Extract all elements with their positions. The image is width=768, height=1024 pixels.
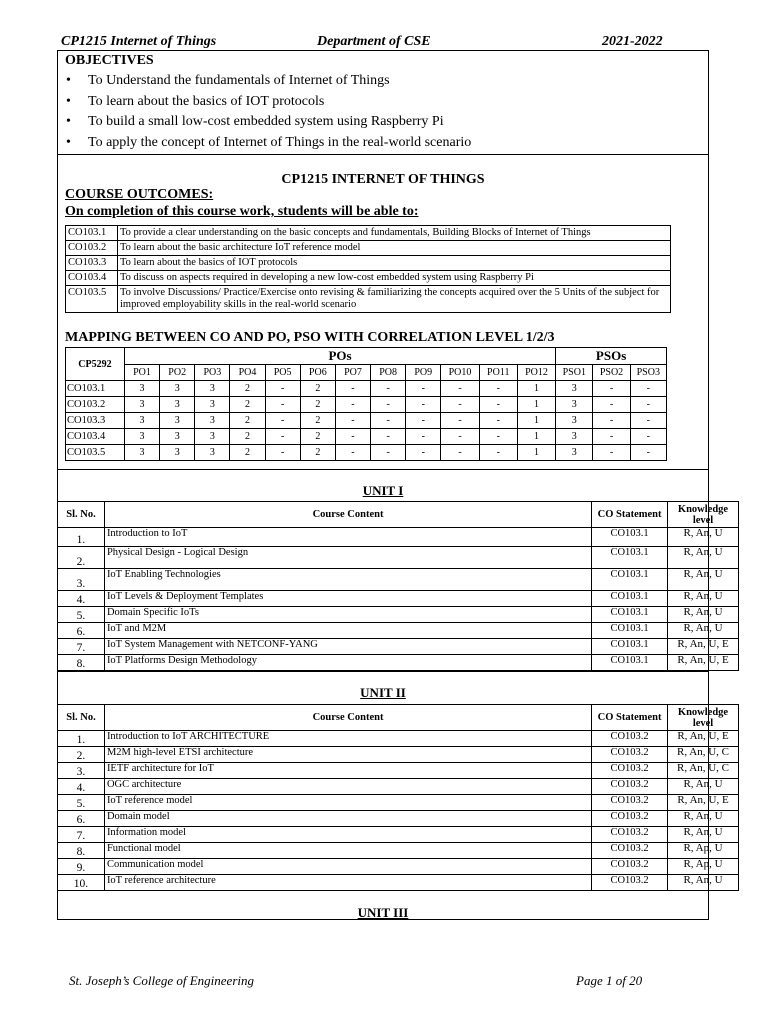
mapping-cell: 2	[230, 445, 265, 461]
header-content: Course Content	[104, 502, 591, 528]
mapping-cell: -	[630, 429, 666, 445]
course-content: OGC architecture	[104, 779, 591, 795]
row-number: 4.	[58, 779, 105, 795]
knowledge-level: R, An, U	[668, 607, 739, 623]
row-number: 3.	[58, 763, 105, 779]
mapping-cell: 3	[556, 413, 593, 429]
mapping-cell: -	[371, 445, 406, 461]
co-code: CO103.5	[66, 286, 118, 313]
mapping-cell: 1	[517, 397, 555, 413]
mapping-row	[66, 445, 667, 461]
header-kl: Knowledge level	[668, 705, 739, 731]
row-number: 7.	[58, 639, 105, 655]
table-row	[58, 763, 739, 779]
mapping-co-label: CO103.2	[66, 397, 125, 413]
unit1-body	[58, 528, 739, 671]
mapping-cell: -	[593, 445, 630, 461]
mapping-cell: 2	[230, 381, 265, 397]
mapping-cell: 3	[160, 397, 195, 413]
co-statement: CO103.2	[592, 731, 668, 747]
table-row	[66, 256, 671, 271]
content-frame	[57, 50, 729, 920]
knowledge-level: R, An, U, C	[668, 763, 739, 779]
mapping-cell: -	[406, 429, 441, 445]
mapping-row	[66, 413, 667, 429]
table-row	[58, 731, 739, 747]
objectives-title: OBJECTIVES	[65, 53, 154, 68]
column-header: PO1	[124, 365, 159, 381]
mapping-cell: -	[265, 381, 300, 397]
course-content: M2M high-level ETSI architecture	[104, 747, 591, 763]
row-number: 1.	[58, 731, 105, 747]
mapping-row	[66, 429, 667, 445]
co-statement: CO103.2	[592, 763, 668, 779]
footer-college: St. Joseph’s College of Engineering	[69, 973, 254, 988]
column-header: PO2	[160, 365, 195, 381]
table-row	[58, 655, 739, 671]
course-content: IoT Platforms Design Methodology	[104, 655, 591, 671]
co-statement: CO103.1	[592, 528, 668, 547]
co-statement: CO103.2	[592, 747, 668, 763]
objective-item: • To learn about the basics of IOT protocols	[66, 92, 471, 113]
course-content: Functional model	[104, 843, 591, 859]
mapping-cell: -	[371, 397, 406, 413]
mapping-cell: 2	[300, 381, 335, 397]
mapping-cell: 3	[195, 445, 230, 461]
row-number: 8.	[58, 843, 105, 859]
knowledge-level: R, An, U	[668, 591, 739, 607]
mapping-co-label: CO103.3	[66, 413, 125, 429]
course-outcomes-subheading: On completion of this course work, students will be able to:	[65, 204, 419, 219]
mapping-column-headers	[66, 365, 667, 381]
mapping-cell: 3	[160, 429, 195, 445]
mapping-row	[66, 397, 667, 413]
knowledge-level: R, An, U	[668, 827, 739, 843]
course-outcomes-table	[65, 225, 671, 313]
mapping-cell: 3	[556, 429, 593, 445]
knowledge-level: R, An, U	[668, 623, 739, 639]
header-department: Department of CSE	[317, 34, 431, 49]
course-content: Physical Design - Logical Design	[104, 547, 591, 569]
mapping-cell: 3	[556, 397, 593, 413]
course-content: IoT System Management with NETCONF-YANG	[104, 639, 591, 655]
psos-header: PSOs	[556, 348, 667, 365]
column-header: PO9	[406, 365, 441, 381]
table-row	[58, 843, 739, 859]
header-kl: Knowledge level	[668, 502, 739, 528]
mapping-cell: -	[265, 429, 300, 445]
mapping-cell: -	[265, 445, 300, 461]
mapping-cell: 3	[160, 413, 195, 429]
knowledge-level: R, An, U, E	[668, 731, 739, 747]
co-statement: CO103.1	[592, 547, 668, 569]
table-row	[58, 747, 739, 763]
row-number: 7.	[58, 827, 105, 843]
table-row	[66, 271, 671, 286]
column-header: PO6	[300, 365, 335, 381]
mapping-cell: 1	[517, 381, 555, 397]
knowledge-level: R, Ap, U	[668, 859, 739, 875]
course-content: IoT Enabling Technologies	[104, 569, 591, 591]
knowledge-level: R, An, U	[668, 569, 739, 591]
mapping-cell: -	[335, 413, 370, 429]
row-number: 5.	[58, 795, 105, 811]
table-header-row	[58, 705, 739, 731]
mapping-cell: -	[406, 445, 441, 461]
co-statement: CO103.2	[592, 811, 668, 827]
mapping-cell: -	[630, 445, 666, 461]
co-text: To involve Discussions/ Practice/Exercise onto revising & familiarizing the concepts acquired over the 5 Units of the subject for improved employability skills in the real-world scenario	[118, 286, 671, 313]
column-header: PO11	[479, 365, 517, 381]
course-content: IoT Levels & Deployment Templates	[104, 591, 591, 607]
row-number: 5.	[58, 607, 105, 623]
table-row	[58, 623, 739, 639]
unit2-body	[58, 731, 739, 891]
course-content: Communication model	[104, 859, 591, 875]
objective-item: • To build a small low-cost embedded system using Raspberry Pi	[66, 112, 471, 133]
column-header: PO5	[265, 365, 300, 381]
co-statement: CO103.2	[592, 859, 668, 875]
table-row	[58, 569, 739, 591]
mapping-cell: -	[335, 381, 370, 397]
table-row	[66, 241, 671, 256]
mapping-cell: -	[265, 397, 300, 413]
co-text: To discuss on aspects required in developing a new low-cost embedded system using Raspberry Pi	[118, 271, 671, 286]
mapping-cell: 3	[124, 397, 159, 413]
mapping-cell: 2	[300, 429, 335, 445]
knowledge-level: R, An, U	[668, 875, 739, 891]
co-statement: CO103.2	[592, 843, 668, 859]
mapping-cell: -	[335, 445, 370, 461]
mapping-cell: -	[371, 413, 406, 429]
mapping-cell: 2	[230, 429, 265, 445]
row-number: 10.	[58, 875, 105, 891]
co-statement: CO103.2	[592, 827, 668, 843]
mapping-cell: -	[406, 397, 441, 413]
row-number: 2.	[58, 547, 105, 569]
knowledge-level: R, An, U	[668, 779, 739, 795]
co-code: CO103.1	[66, 226, 118, 241]
table-row	[58, 607, 739, 623]
course-content: IoT reference model	[104, 795, 591, 811]
mapping-cell: -	[593, 429, 630, 445]
mapping-cell: 1	[517, 429, 555, 445]
co-statement: CO103.2	[592, 795, 668, 811]
table-row	[58, 875, 739, 891]
unit1-title: UNIT I	[362, 483, 404, 498]
mapping-cell: -	[593, 413, 630, 429]
knowledge-level: R, Ap, U	[668, 843, 739, 859]
co-statement: CO103.1	[592, 623, 668, 639]
mapping-cell: -	[593, 381, 630, 397]
knowledge-level: R, An, U	[668, 811, 739, 827]
column-header: PSO2	[593, 365, 630, 381]
mapping-title: MAPPING BETWEEN CO AND PO, PSO WITH CORRELATION LEVEL 1/2/3	[65, 330, 555, 345]
header-content: Course Content	[104, 705, 591, 731]
course-content: IETF architecture for IoT	[104, 763, 591, 779]
column-header: PO10	[441, 365, 479, 381]
row-number: 6.	[58, 811, 105, 827]
mapping-cell: -	[335, 429, 370, 445]
column-header: PO7	[335, 365, 370, 381]
mapping-cell: 3	[160, 381, 195, 397]
mapping-cell: 2	[300, 413, 335, 429]
row-number: 3.	[58, 569, 105, 591]
mapping-cell: 3	[195, 429, 230, 445]
co-statement: CO103.2	[592, 779, 668, 795]
mapping-body	[66, 381, 667, 461]
mapping-cell: 2	[300, 445, 335, 461]
co-code: CO103.2	[66, 241, 118, 256]
table-row	[58, 827, 739, 843]
course-content: IoT reference architecture	[104, 875, 591, 891]
co-statement: CO103.1	[592, 591, 668, 607]
objectives-list	[66, 71, 471, 153]
mapping-cell: -	[335, 397, 370, 413]
co-statement: CO103.1	[592, 639, 668, 655]
mapping-corner: CP5292	[66, 348, 125, 381]
course-content: Information model	[104, 827, 591, 843]
objective-item: • To apply the concept of Internet of Things in the real-world scenario	[66, 133, 471, 154]
knowledge-level: R, An, U, E	[668, 795, 739, 811]
mapping-cell: 1	[517, 413, 555, 429]
table-row	[58, 547, 739, 569]
header-co: CO Statement	[592, 705, 668, 731]
section-divider	[58, 469, 708, 470]
mapping-cell: -	[479, 429, 517, 445]
mapping-cell: -	[593, 397, 630, 413]
row-number: 9.	[58, 859, 105, 875]
course-content: Domain Specific IoTs	[104, 607, 591, 623]
mapping-cell: -	[479, 381, 517, 397]
mapping-cell: -	[630, 381, 666, 397]
co-statement: CO103.1	[592, 655, 668, 671]
course-content: Introduction to IoT	[104, 528, 591, 547]
header-year: 2021-2022	[602, 34, 663, 49]
co-statement: CO103.2	[592, 875, 668, 891]
mapping-cell: 3	[195, 381, 230, 397]
mapping-cell: -	[371, 429, 406, 445]
table-row	[58, 795, 739, 811]
mapping-cell: 1	[517, 445, 555, 461]
mapping-cell: -	[630, 413, 666, 429]
section-divider	[58, 671, 708, 672]
mapping-cell: -	[441, 445, 479, 461]
pos-header: POs	[124, 348, 555, 365]
table-row	[58, 591, 739, 607]
course-content: Domain model	[104, 811, 591, 827]
table-row	[58, 859, 739, 875]
row-number: 8.	[58, 655, 105, 671]
knowledge-level: R, An, U, C	[668, 747, 739, 763]
mapping-cell: 3	[195, 397, 230, 413]
course-outcomes-heading: COURSE OUTCOMES:	[65, 187, 214, 202]
unit1-table	[57, 501, 739, 671]
course-content: Introduction to IoT ARCHITECTURE	[104, 731, 591, 747]
knowledge-level: R, An, U, E	[668, 655, 739, 671]
mapping-cell: -	[479, 445, 517, 461]
co-text: To learn about the basics of IOT protocols	[118, 256, 671, 271]
mapping-cell: -	[441, 397, 479, 413]
row-number: 4.	[58, 591, 105, 607]
table-row	[58, 528, 739, 547]
mapping-cell: 3	[556, 445, 593, 461]
mapping-group-header	[66, 348, 667, 365]
mapping-cell: 3	[556, 381, 593, 397]
header-sl: Sl. No.	[58, 502, 105, 528]
section-divider	[58, 154, 708, 155]
mapping-table	[65, 347, 667, 461]
column-header: PO4	[230, 365, 265, 381]
mapping-cell: 3	[124, 445, 159, 461]
mapping-cell: 3	[160, 445, 195, 461]
mapping-cell: -	[479, 397, 517, 413]
table-row	[66, 226, 671, 241]
column-header: PSO1	[556, 365, 593, 381]
table-row	[58, 811, 739, 827]
mapping-cell: 3	[124, 413, 159, 429]
co-statement: CO103.1	[592, 607, 668, 623]
mapping-cell: 2	[300, 397, 335, 413]
unit3-title: UNIT III	[357, 905, 409, 920]
header-sl: Sl. No.	[58, 705, 105, 731]
column-header: PO8	[371, 365, 406, 381]
mapping-cell: 3	[195, 413, 230, 429]
co-text: To learn about the basic architecture IoT reference model	[118, 241, 671, 256]
mapping-row	[66, 381, 667, 397]
knowledge-level: R, An, U, E	[668, 639, 739, 655]
row-number: 6.	[58, 623, 105, 639]
mapping-cell: 2	[230, 413, 265, 429]
mapping-co-label: CO103.4	[66, 429, 125, 445]
footer-page: Page 1 of 20	[576, 973, 643, 988]
course-title: CP1215 INTERNET OF THINGS	[281, 172, 485, 187]
table-header-row	[58, 502, 739, 528]
mapping-co-label: CO103.5	[66, 445, 125, 461]
row-number: 2.	[58, 747, 105, 763]
knowledge-level: R, An, U	[668, 528, 739, 547]
mapping-co-label: CO103.1	[66, 381, 125, 397]
mapping-cell: -	[630, 397, 666, 413]
mapping-cell: -	[265, 413, 300, 429]
table-row	[58, 639, 739, 655]
co-statement: CO103.1	[592, 569, 668, 591]
co-code: CO103.4	[66, 271, 118, 286]
mapping-cell: -	[441, 413, 479, 429]
column-header: PSO3	[630, 365, 666, 381]
course-content: IoT and M2M	[104, 623, 591, 639]
mapping-cell: -	[441, 429, 479, 445]
co-text: To provide a clear understanding on the basic concepts and fundamentals, Building Blocks of Internet of Things	[118, 226, 671, 241]
table-row	[58, 779, 739, 795]
knowledge-level: R, An, U	[668, 547, 739, 569]
co-code: CO103.3	[66, 256, 118, 271]
header-course: CP1215 Internet of Things	[61, 34, 217, 49]
mapping-cell: 2	[230, 397, 265, 413]
table-row	[66, 286, 671, 313]
mapping-cell: -	[479, 413, 517, 429]
column-header: PO12	[517, 365, 555, 381]
mapping-cell: -	[441, 381, 479, 397]
mapping-cell: -	[406, 413, 441, 429]
mapping-cell: 3	[124, 429, 159, 445]
header-co: CO Statement	[592, 502, 668, 528]
mapping-cell: -	[406, 381, 441, 397]
column-header: PO3	[195, 365, 230, 381]
unit2-table	[57, 704, 739, 891]
mapping-cell: -	[371, 381, 406, 397]
unit2-title: UNIT II	[360, 685, 406, 700]
row-number: 1.	[58, 528, 105, 547]
objective-item: • To Understand the fundamentals of Internet of Things	[66, 71, 471, 92]
mapping-cell: 3	[124, 381, 159, 397]
